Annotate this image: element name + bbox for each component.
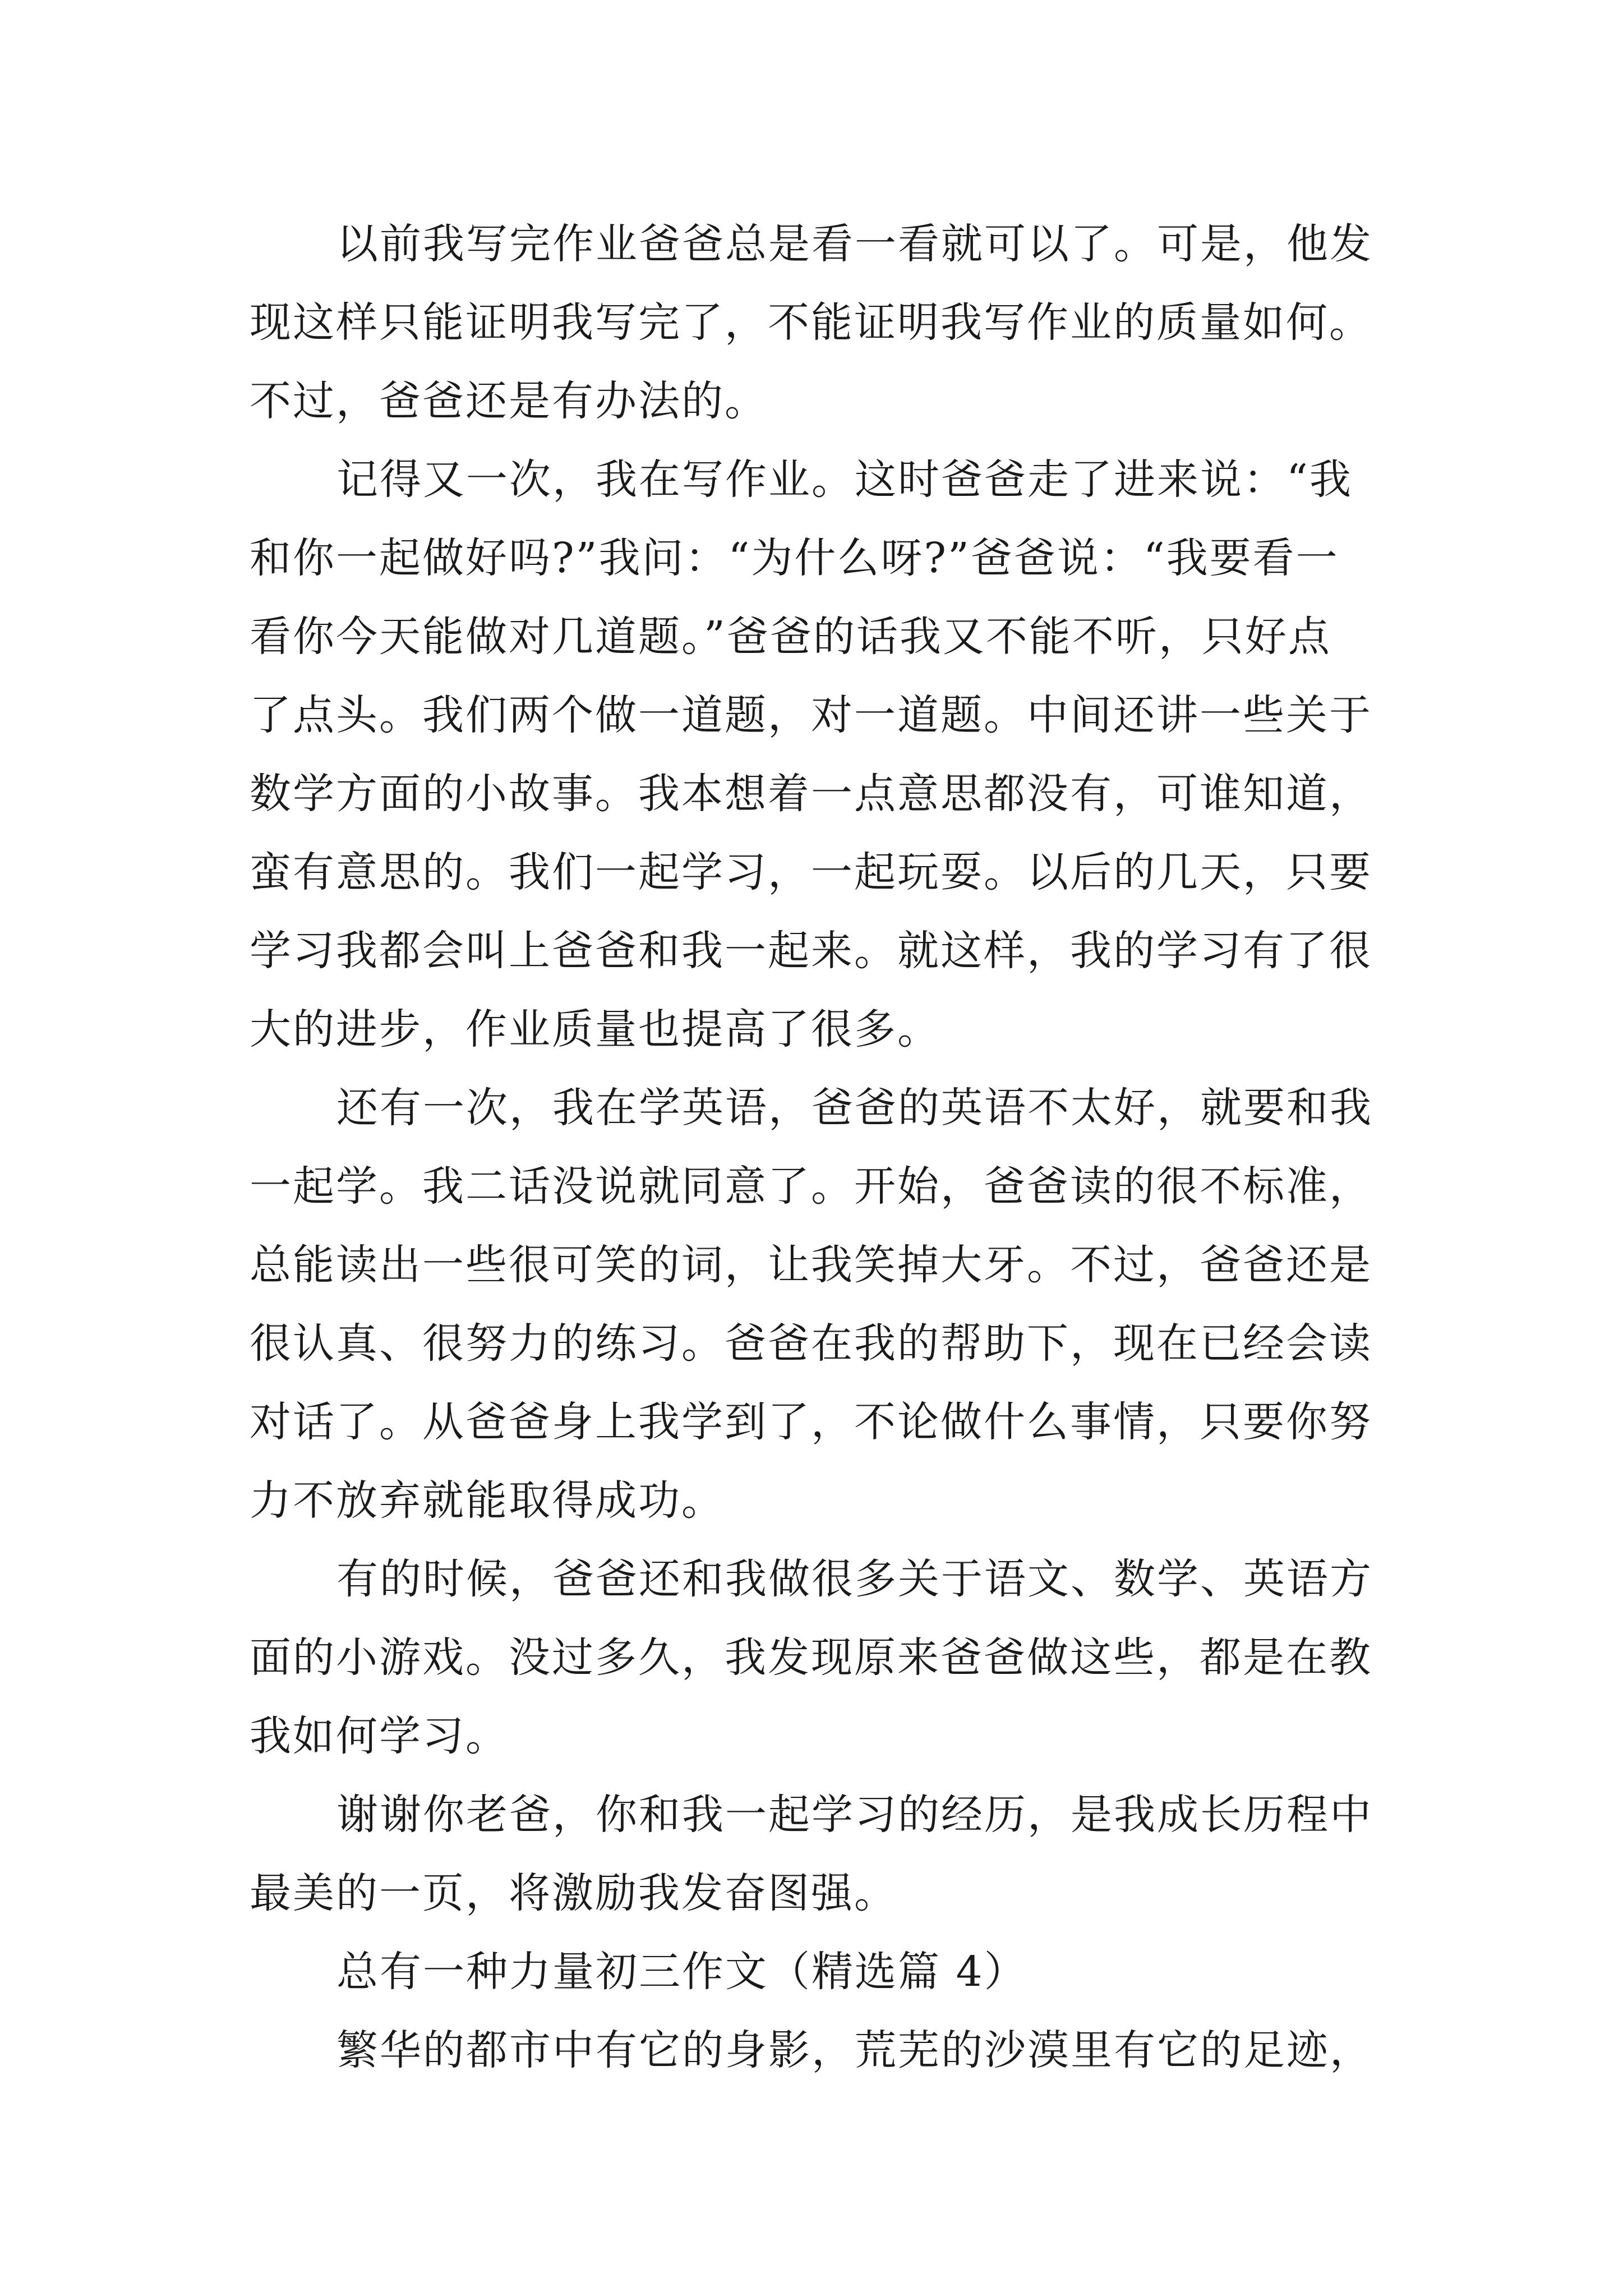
paragraph-line: 看你今天能做对几道题。”爸爸的话我又不能不听，只好点 [250,613,1331,661]
paragraph-line: 现这样只能证明我写完了，不能证明我写作业的质量如何。 [250,298,1372,347]
paragraph-line: 我如何学习。 [250,1712,509,1760]
paragraph-line: 有的时候，爸爸还和我做很多关于语文、数学、英语方 [336,1555,1373,1603]
paragraph-line: 谢谢你老爸，你和我一起学习的经历，是我成长历程中 [336,1791,1373,1839]
paragraph-line: 不过，爸爸还是有办法的。 [250,377,768,425]
paragraph-line: 最美的一页，将激励我发奋图强。 [250,1869,897,1917]
paragraph-line: 力不放弃就能取得成功。 [250,1476,725,1525]
paragraph-line: 大的进步，作业质量也提高了很多。 [250,1005,940,1053]
paragraph-line: 还有一次，我在学英语，爸爸的英语不太好，就要和我 [336,1084,1373,1132]
paragraph-line: 数学方面的小故事。我本想着一点意思都没有，可谁知道， [250,770,1372,818]
paragraph-line: 对话了。从爸爸身上我学到了，不论做什么事情，只要你努 [250,1398,1372,1446]
paragraph-line: 很认真、很努力的练习。爸爸在我的帮助下，现在已经会读 [250,1319,1372,1368]
paragraph-line: 面的小游戏。没过多久，我发现原来爸爸做这些，都是在教 [250,1634,1372,1682]
paragraph-line: 以前我写完作业爸爸总是看一看就可以了。可是，他发 [336,220,1373,268]
paragraph-line: 学习我都会叫上爸爸和我一起来。就这样，我的学习有了很 [250,927,1372,975]
paragraph-line: 一起学。我二话没说就同意了。开始，爸爸读的很不标准， [250,1162,1372,1211]
paragraph-line: 总能读出一些很可笑的词，让我笑掉大牙。不过，爸爸还是 [250,1241,1372,1289]
section-heading: 总有一种力量初三作文（精选篇 4） [336,1948,1027,1996]
paragraph-line: 了点头。我们两个做一道题，对一道题。中间还讲一些关于 [250,691,1372,739]
paragraph-line: 蛮有意思的。我们一起学习，一起玩耍。以后的几天，只要 [250,848,1372,896]
paragraph-line: 和你一起做好吗?”我问：“为什么呀?”爸爸说：“我要看一 [250,534,1339,582]
paragraph-line: 繁华的都市中有它的身影，荒芜的沙漠里有它的足迹， [336,2026,1373,2074]
paragraph-line: 记得又一次，我在写作业。这时爸爸走了进来说：“我 [336,455,1353,504]
